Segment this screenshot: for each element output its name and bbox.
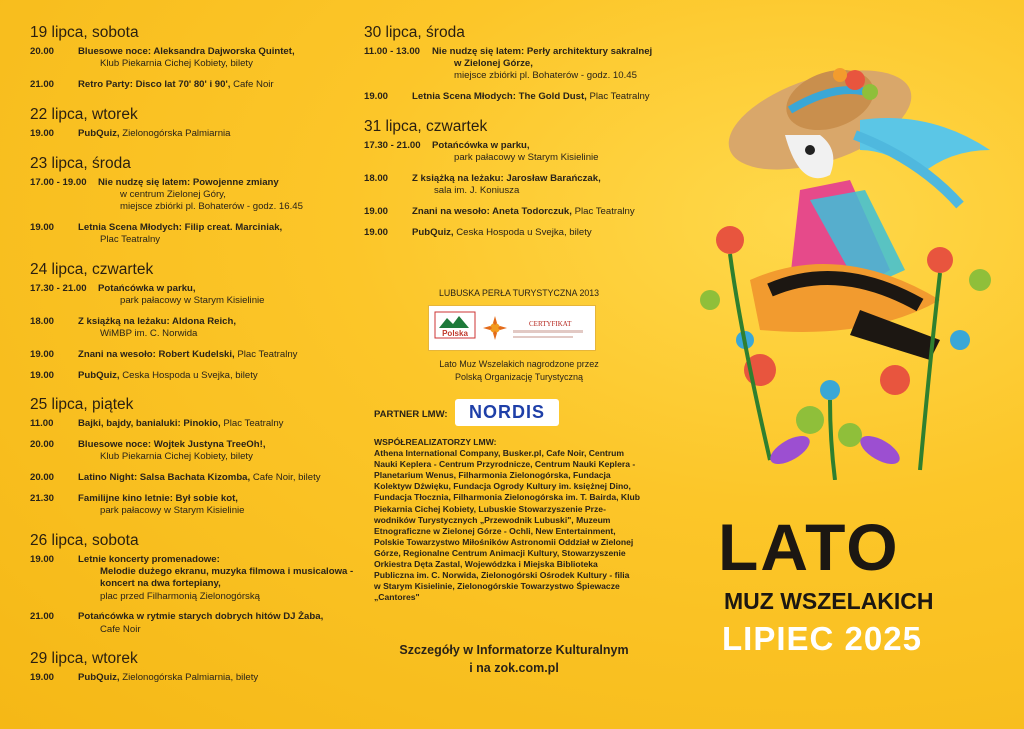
event-time: 21.30 — [30, 493, 55, 504]
co-organizers-line: Orkiestra Dęta Zastal, Wojewódzka i Miejska Biblioteka — [374, 559, 598, 570]
event-title: Letnia Scena Młodych: Filip creat. Marciniak, — [78, 221, 283, 233]
event-title-continuation: Melodie dużego ekranu, muzyka filmowa i musicalowa - — [100, 566, 354, 578]
event-title: Znani na wesoło: Aneta Todorczuk, — [412, 206, 572, 217]
event-title: Bluesowe noce: Wojtek Justyna TreeOh!, — [78, 439, 266, 451]
event-time: 20.00 — [30, 472, 55, 484]
co-organizers-line: Publiczna im. C. Norwida, Zielonogórski Ośrodek Kultury - filia — [374, 570, 630, 581]
day-heading: 29 lipca, wtorek — [30, 650, 138, 668]
event-time: 19.00 — [364, 206, 389, 217]
details-line-2: i na zok.com.pl — [469, 661, 559, 675]
day-heading: 26 lipca, sobota — [30, 532, 139, 549]
details-line-1: Szczegóły w Informatorze Kulturalnym — [399, 643, 629, 657]
co-organizers-line: Athena International Company, Busker.pl, Cafe Noir, Centrum — [374, 448, 625, 459]
event-title: Z książką na leżaku: Aldona Reich, — [78, 315, 236, 327]
event-title: Nie nudzę się latem: Perły architektury sakralnej — [432, 46, 653, 57]
event-title: Potańcówka w parku, — [98, 282, 196, 294]
event-time: 11.00 - 13.00 — [364, 46, 421, 57]
event-title: Latino Night: Salsa Bachata Kizomba, — [78, 472, 251, 484]
co-organizers-line: w Starym Kisielinie, Zielonogórskie Towarzystwo Śpiewacze — [374, 581, 620, 592]
co-organizers-line: Nauki Keplera - Centrum Przyrodnicze, Centrum Nauki Keplera - — [374, 459, 636, 470]
details-info — [374, 641, 654, 677]
co-organizers-heading: WSPÓŁREALIZATORZY LMW: — [374, 437, 497, 447]
event-time: 19.00 — [30, 127, 55, 139]
day-heading: 25 lipca, piątek — [30, 396, 134, 414]
event-venue: Zielonogórska Palmiarnia — [119, 127, 231, 139]
event-title: PubQuiz, — [78, 672, 120, 684]
award-description — [394, 358, 644, 384]
event-title: Potańcówka w rytmie starych dobrych hitów DJ Żaba, — [78, 611, 324, 623]
event-detail: miejsce zbiórki pl. Bohaterów - godz. 10.45 — [454, 70, 637, 82]
event-time: 18.00 — [364, 173, 389, 184]
co-organizers — [374, 437, 654, 603]
festival-illustration — [690, 40, 1010, 480]
day-heading: 24 lipca, czwartek — [30, 260, 154, 278]
event-time: 19.00 — [364, 226, 389, 238]
certificate-logo-text: CERTYFIKAT — [529, 320, 572, 328]
event-detail: Klub Piekarnia Cichej Kobiety, bilety — [100, 58, 253, 70]
event-title: PubQuiz, — [78, 127, 120, 139]
event-detail: park pałacowy w Starym Kisielinie — [120, 295, 265, 306]
day-heading: 23 lipca, środa — [30, 154, 131, 172]
co-organizers-line: Górze, Regionalne Centrum Animacji Kultury, Stowarzyszenie — [374, 547, 626, 558]
event-title: Nie nudzę się latem: Powojenne zmiany — [98, 176, 279, 188]
event-venue: Plac Teatralny — [571, 206, 635, 217]
partner-label: PARTNER LMW: — [374, 409, 448, 420]
event-detail: plac przed Filharmonią Zielonogórską — [100, 590, 260, 602]
event-venue: Cafe Noir — [230, 79, 274, 90]
cover-date: LIPIEC 2025 — [722, 620, 922, 657]
event-title: Bajki, bajdy, banialuki: Pinokio, — [78, 418, 221, 430]
day-heading: 22 lipca, wtorek — [30, 105, 138, 123]
event-detail: park pałacowy w Starym Kisielinie — [100, 505, 245, 517]
event-time: 19.00 — [30, 554, 55, 565]
event-venue: Plac Teatralny — [220, 418, 284, 430]
event-venue: Plac Teatralny — [234, 348, 298, 360]
award-logos — [428, 305, 596, 351]
event-title-continuation: w Zielonej Górze, — [454, 58, 533, 70]
cover-subtitle: MUZ WSZELAKICH — [724, 588, 934, 614]
event-time: 19.00 — [30, 221, 55, 233]
event-title: Retro Party: Disco lat 70' 80' i 90', — [78, 79, 231, 90]
event-detail: w centrum Zielonej Góry, — [120, 188, 226, 200]
event-title: Znani na wesoło: Robert Kudelski, — [78, 348, 235, 360]
co-organizers-line: wodników Turystycznych „Przewodnik Lubuski", Muzeum — [374, 514, 611, 525]
event-detail: sala im. J. Koniusza — [434, 185, 520, 197]
award-title: LUBUSKA PERŁA TURYSTYCZNA 2013 — [438, 288, 600, 298]
co-organizers-line: Piekarnia Cichej Kobiety, Lubuskie Stowarzyszenie Prze- — [374, 503, 606, 514]
event-time: 19.00 — [30, 369, 55, 381]
event-title: Z książką na leżaku: Jarosław Barańczak, — [412, 173, 601, 184]
nordis-logo: NORDIS — [455, 399, 559, 426]
event-title: Letnie koncerty promenadowe: — [78, 554, 220, 565]
event-detail: miejsce zbiórki pl. Bohaterów - godz. 16.45 — [120, 201, 303, 212]
event-time: 11.00 — [30, 418, 54, 430]
co-organizers-line: Polskie Towarzystwo Miłośników Astronomii Oddział w Zielonej — [374, 536, 634, 547]
event-detail: Plac Teatralny — [100, 234, 161, 245]
event-title: Letnia Scena Młodych: The Gold Dust, — [412, 91, 587, 103]
event-time: 21.00 — [30, 79, 55, 90]
event-time: 19.00 — [30, 348, 55, 360]
event-title: Familijne kino letnie: Był sobie kot, — [78, 493, 238, 504]
event-time: 21.00 — [30, 611, 55, 623]
co-organizers-line: Planetarium Wenus, Filharmonia Zielonogórska, Fundacja — [374, 470, 611, 481]
co-organizers-line: Kolektyw Dźwięku, Fundacja Ogrody Kultury im. księżnej Dino, — [374, 481, 631, 492]
event-venue: Ceska Hospoda u Svejka, bilety — [453, 226, 592, 238]
event-venue: Ceska Hospoda u Svejka, bilety — [119, 369, 258, 381]
co-organizers-line: „Cantores" — [374, 592, 420, 603]
day-heading: 30 lipca, środa — [364, 24, 465, 41]
event-venue: Cafe Noir, bilety — [250, 472, 321, 484]
event-time: 17.30 - 21.00 — [30, 282, 87, 294]
event-time: 20.00 — [30, 46, 55, 57]
award-line-1: Lato Muz Wszelakich nagrodzone przez — [439, 359, 599, 369]
event-title: PubQuiz, — [412, 226, 454, 238]
event-title: Bluesowe noce: Aleksandra Dajworska Quintet, — [78, 46, 295, 57]
day-heading: 31 lipca, czwartek — [364, 118, 488, 135]
event-title: PubQuiz, — [78, 369, 120, 381]
event-time: 19.00 — [30, 672, 55, 684]
cover-title: LATO — [718, 510, 900, 584]
event-detail: Cafe Noir — [100, 623, 141, 635]
event-time: 19.00 — [364, 91, 389, 103]
co-organizers-line: Fundacja Tłocznia, Filharmonia Zielonogórska im. T. Bairda, Klub — [374, 492, 640, 503]
event-venue: Zielonogórska Palmiarnia, bilety — [119, 672, 259, 684]
polska-logo-text: Polska — [442, 329, 468, 338]
event-time: 17.30 - 21.00 — [364, 140, 421, 151]
day-heading: 19 lipca, sobota — [30, 24, 139, 41]
award-line-2: Polską Organizację Turystyczną — [454, 372, 584, 382]
event-time: 17.00 - 19.00 — [30, 176, 87, 188]
co-organizers-line: Etnograficzne w Zielonej Górze - Ochli, New Entertainment, — [374, 525, 616, 536]
event-detail: WiMBP im. C. Norwida — [100, 328, 198, 339]
event-time: 20.00 — [30, 439, 55, 451]
event-venue: Plac Teatralny — [586, 91, 650, 103]
event-detail: park pałacowy w Starym Kisielinie — [454, 152, 599, 164]
event-time: 18.00 — [30, 315, 55, 327]
event-detail: Klub Piekarnia Cichej Kobiety, bilety — [100, 451, 253, 463]
event-title-continuation: koncert na dwa fortepiany, — [100, 578, 221, 590]
event-title: Potańcówka w parku, — [432, 140, 530, 151]
